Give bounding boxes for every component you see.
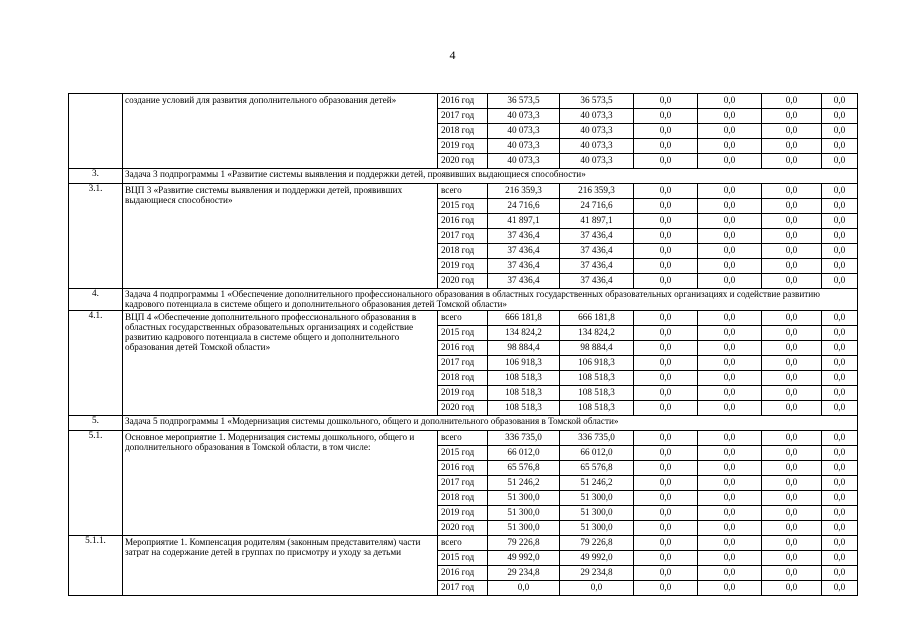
local-amount: 0,0 [698,229,762,244]
regional-amount: 49 992,0 [560,550,634,565]
year-label: 2019 год [438,259,488,274]
total-amount: 40 073,3 [488,109,560,124]
other-amount: 0,0 [822,259,858,274]
extra-amount: 0,0 [762,184,822,199]
year-label: 2017 год [438,229,488,244]
federal-amount: 0,0 [634,244,698,259]
task-row [69,415,858,430]
federal-amount: 0,0 [634,400,698,415]
total-amount: 216 359,3 [488,184,560,199]
other-amount: 0,0 [822,550,858,565]
other-amount: 0,0 [822,340,858,355]
extra-amount: 0,0 [762,460,822,475]
regional-amount: 41 897,1 [560,214,634,229]
year-label: 2018 год [438,244,488,259]
item-number: 5.1.1. [69,535,123,595]
item-description: создание условий для развития дополнительного образования детей» [123,94,438,169]
federal-amount: 0,0 [634,199,698,214]
local-amount: 0,0 [698,535,762,550]
other-amount: 0,0 [822,580,858,595]
extra-amount: 0,0 [762,505,822,520]
federal-amount: 0,0 [634,535,698,550]
item-description: ВЦП 3 «Развитие системы выявления и поддержки детей, проявивших выдающиеся способности» [123,184,438,289]
other-amount: 0,0 [822,244,858,259]
other-amount: 0,0 [822,400,858,415]
table-body [69,94,858,596]
total-amount: 29 234,8 [488,565,560,580]
regional-amount: 29 234,8 [560,565,634,580]
page-number: 4 [449,48,456,62]
other-amount: 0,0 [822,505,858,520]
total-amount: 24 716,6 [488,199,560,214]
year-label: 2019 год [438,505,488,520]
other-amount: 0,0 [822,154,858,169]
year-row [69,535,858,550]
regional-amount: 37 436,4 [560,244,634,259]
local-amount: 0,0 [698,400,762,415]
year-row [69,94,858,109]
budget-table [68,93,858,596]
regional-amount: 0,0 [560,580,634,595]
extra-amount: 0,0 [762,229,822,244]
federal-amount: 0,0 [634,139,698,154]
extra-amount: 0,0 [762,400,822,415]
year-label: 2016 год [438,565,488,580]
other-amount: 0,0 [822,310,858,325]
year-label: 2018 год [438,124,488,139]
year-label: 2018 год [438,370,488,385]
local-amount: 0,0 [698,325,762,340]
local-amount: 0,0 [698,355,762,370]
other-amount: 0,0 [822,475,858,490]
other-amount: 0,0 [822,109,858,124]
local-amount: 0,0 [698,490,762,505]
extra-amount: 0,0 [762,124,822,139]
total-amount: 36 573,5 [488,94,560,109]
other-amount: 0,0 [822,355,858,370]
year-label: 2020 год [438,400,488,415]
extra-amount: 0,0 [762,580,822,595]
item-description: Мероприятие 1. Компенсация родителям (законным представителям) части затрат на содержание детей в группах по присмотру и уходу за детьми [123,535,438,595]
regional-amount: 108 518,3 [560,385,634,400]
total-amount: 40 073,3 [488,139,560,154]
local-amount: 0,0 [698,214,762,229]
regional-amount: 40 073,3 [560,124,634,139]
federal-amount: 0,0 [634,475,698,490]
year-label: 2015 год [438,199,488,214]
year-label: 2017 год [438,475,488,490]
federal-amount: 0,0 [634,184,698,199]
other-amount: 0,0 [822,445,858,460]
extra-amount: 0,0 [762,94,822,109]
local-amount: 0,0 [698,124,762,139]
regional-amount: 79 226,8 [560,535,634,550]
local-amount: 0,0 [698,109,762,124]
total-amount: 98 884,4 [488,340,560,355]
federal-amount: 0,0 [634,229,698,244]
regional-amount: 51 300,0 [560,520,634,535]
extra-amount: 0,0 [762,520,822,535]
other-amount: 0,0 [822,214,858,229]
regional-amount: 106 918,3 [560,355,634,370]
item-description: ВЦП 4 «Обеспечение дополнительного профессионального образования в областных государственных образовательных организациях и содействие развитию кадрового потенциала в системе общего и дополнительного образования детей Томской области» [123,310,438,415]
regional-amount: 98 884,4 [560,340,634,355]
local-amount: 0,0 [698,475,762,490]
local-amount: 0,0 [698,445,762,460]
federal-amount: 0,0 [634,214,698,229]
local-amount: 0,0 [698,505,762,520]
other-amount: 0,0 [822,370,858,385]
year-row [69,430,858,445]
federal-amount: 0,0 [634,109,698,124]
other-amount: 0,0 [822,274,858,289]
item-number: 3.1. [69,184,123,289]
local-amount: 0,0 [698,460,762,475]
other-amount: 0,0 [822,199,858,214]
extra-amount: 0,0 [762,214,822,229]
total-amount: 51 300,0 [488,520,560,535]
local-amount: 0,0 [698,259,762,274]
year-label: 2019 год [438,139,488,154]
regional-amount: 108 518,3 [560,370,634,385]
total-amount: 37 436,4 [488,274,560,289]
local-amount: 0,0 [698,139,762,154]
total-amount: 37 436,4 [488,259,560,274]
extra-amount: 0,0 [762,259,822,274]
total-amount: 49 992,0 [488,550,560,565]
regional-amount: 108 518,3 [560,400,634,415]
regional-amount: 666 181,8 [560,310,634,325]
federal-amount: 0,0 [634,550,698,565]
local-amount: 0,0 [698,310,762,325]
task-row [69,289,858,311]
extra-amount: 0,0 [762,430,822,445]
year-label: 2016 год [438,94,488,109]
year-label: 2019 год [438,385,488,400]
item-number: 5.1. [69,430,123,535]
federal-amount: 0,0 [634,460,698,475]
task-title: Задача 3 подпрограммы 1 «Развитие системы выявления и поддержки детей, проявивших выдающиеся способности» [123,169,858,184]
extra-amount: 0,0 [762,274,822,289]
task-number: 3. [69,169,123,184]
regional-amount: 51 300,0 [560,490,634,505]
total-amount: 336 735,0 [488,430,560,445]
total-amount: 37 436,4 [488,244,560,259]
total-amount: 106 918,3 [488,355,560,370]
local-amount: 0,0 [698,580,762,595]
total-amount: 108 518,3 [488,400,560,415]
year-label: всего [438,310,488,325]
federal-amount: 0,0 [634,355,698,370]
total-amount: 79 226,8 [488,535,560,550]
federal-amount: 0,0 [634,370,698,385]
total-amount: 134 824,2 [488,325,560,340]
local-amount: 0,0 [698,154,762,169]
federal-amount: 0,0 [634,310,698,325]
year-label: 2016 год [438,340,488,355]
extra-amount: 0,0 [762,355,822,370]
federal-amount: 0,0 [634,580,698,595]
year-row [69,184,858,199]
local-amount: 0,0 [698,184,762,199]
federal-amount: 0,0 [634,94,698,109]
other-amount: 0,0 [822,490,858,505]
regional-amount: 216 359,3 [560,184,634,199]
year-label: 2020 год [438,520,488,535]
regional-amount: 37 436,4 [560,259,634,274]
total-amount: 51 246,2 [488,475,560,490]
item-number: 4.1. [69,310,123,415]
extra-amount: 0,0 [762,139,822,154]
total-amount: 41 897,1 [488,214,560,229]
year-label: 2015 год [438,325,488,340]
task-title: Задача 5 подпрограммы 1 «Модернизация системы дошкольного, общего и дополнительного образования в Томской области» [123,415,858,430]
federal-amount: 0,0 [634,445,698,460]
year-label: 2016 год [438,214,488,229]
other-amount: 0,0 [822,325,858,340]
total-amount: 37 436,4 [488,229,560,244]
local-amount: 0,0 [698,340,762,355]
extra-amount: 0,0 [762,310,822,325]
local-amount: 0,0 [698,370,762,385]
regional-amount: 40 073,3 [560,154,634,169]
federal-amount: 0,0 [634,520,698,535]
regional-amount: 51 246,2 [560,475,634,490]
total-amount: 65 576,8 [488,460,560,475]
total-amount: 0,0 [488,580,560,595]
regional-amount: 336 735,0 [560,430,634,445]
total-amount: 108 518,3 [488,385,560,400]
item-number [69,94,123,169]
other-amount: 0,0 [822,184,858,199]
federal-amount: 0,0 [634,385,698,400]
year-label: 2017 год [438,580,488,595]
local-amount: 0,0 [698,565,762,580]
regional-amount: 65 576,8 [560,460,634,475]
federal-amount: 0,0 [634,505,698,520]
local-amount: 0,0 [698,244,762,259]
year-label: 2015 год [438,550,488,565]
year-label: 2017 год [438,355,488,370]
regional-amount: 36 573,5 [560,94,634,109]
year-row [69,310,858,325]
federal-amount: 0,0 [634,124,698,139]
task-number: 4. [69,289,123,311]
extra-amount: 0,0 [762,385,822,400]
year-label: всего [438,184,488,199]
federal-amount: 0,0 [634,154,698,169]
federal-amount: 0,0 [634,274,698,289]
task-row [69,169,858,184]
local-amount: 0,0 [698,520,762,535]
total-amount: 66 012,0 [488,445,560,460]
year-label: 2015 год [438,445,488,460]
extra-amount: 0,0 [762,199,822,214]
other-amount: 0,0 [822,520,858,535]
local-amount: 0,0 [698,385,762,400]
total-amount: 40 073,3 [488,124,560,139]
federal-amount: 0,0 [634,259,698,274]
local-amount: 0,0 [698,94,762,109]
other-amount: 0,0 [822,124,858,139]
year-label: 2017 год [438,109,488,124]
extra-amount: 0,0 [762,109,822,124]
regional-amount: 66 012,0 [560,445,634,460]
total-amount: 51 300,0 [488,505,560,520]
extra-amount: 0,0 [762,340,822,355]
task-number: 5. [69,415,123,430]
extra-amount: 0,0 [762,535,822,550]
total-amount: 51 300,0 [488,490,560,505]
other-amount: 0,0 [822,430,858,445]
total-amount: 666 181,8 [488,310,560,325]
year-label: всего [438,535,488,550]
extra-amount: 0,0 [762,154,822,169]
year-label: 2020 год [438,154,488,169]
other-amount: 0,0 [822,229,858,244]
year-label: всего [438,430,488,445]
federal-amount: 0,0 [634,430,698,445]
extra-amount: 0,0 [762,325,822,340]
regional-amount: 37 436,4 [560,274,634,289]
extra-amount: 0,0 [762,244,822,259]
year-label: 2016 год [438,460,488,475]
total-amount: 108 518,3 [488,370,560,385]
federal-amount: 0,0 [634,340,698,355]
regional-amount: 40 073,3 [560,109,634,124]
federal-amount: 0,0 [634,490,698,505]
extra-amount: 0,0 [762,490,822,505]
regional-amount: 134 824,2 [560,325,634,340]
local-amount: 0,0 [698,430,762,445]
extra-amount: 0,0 [762,475,822,490]
extra-amount: 0,0 [762,565,822,580]
item-description: Основное мероприятие 1. Модернизация системы дошкольного, общего и дополнительного образования в Томской области, в том числе: [123,430,438,535]
local-amount: 0,0 [698,199,762,214]
year-label: 2020 год [438,274,488,289]
task-title: Задача 4 подпрограммы 1 «Обеспечение дополнительного профессионального образования в областных государственных образовательных организациях и содействие развитию кадрового потенциала в системе общего и дополнительного образования детей Томской области» [123,289,858,311]
extra-amount: 0,0 [762,550,822,565]
extra-amount: 0,0 [762,370,822,385]
other-amount: 0,0 [822,94,858,109]
year-label: 2018 год [438,490,488,505]
total-amount: 40 073,3 [488,154,560,169]
other-amount: 0,0 [822,565,858,580]
other-amount: 0,0 [822,385,858,400]
regional-amount: 51 300,0 [560,505,634,520]
federal-amount: 0,0 [634,325,698,340]
regional-amount: 37 436,4 [560,229,634,244]
local-amount: 0,0 [698,274,762,289]
extra-amount: 0,0 [762,445,822,460]
federal-amount: 0,0 [634,565,698,580]
regional-amount: 40 073,3 [560,139,634,154]
other-amount: 0,0 [822,139,858,154]
other-amount: 0,0 [822,535,858,550]
other-amount: 0,0 [822,460,858,475]
local-amount: 0,0 [698,550,762,565]
regional-amount: 24 716,6 [560,199,634,214]
